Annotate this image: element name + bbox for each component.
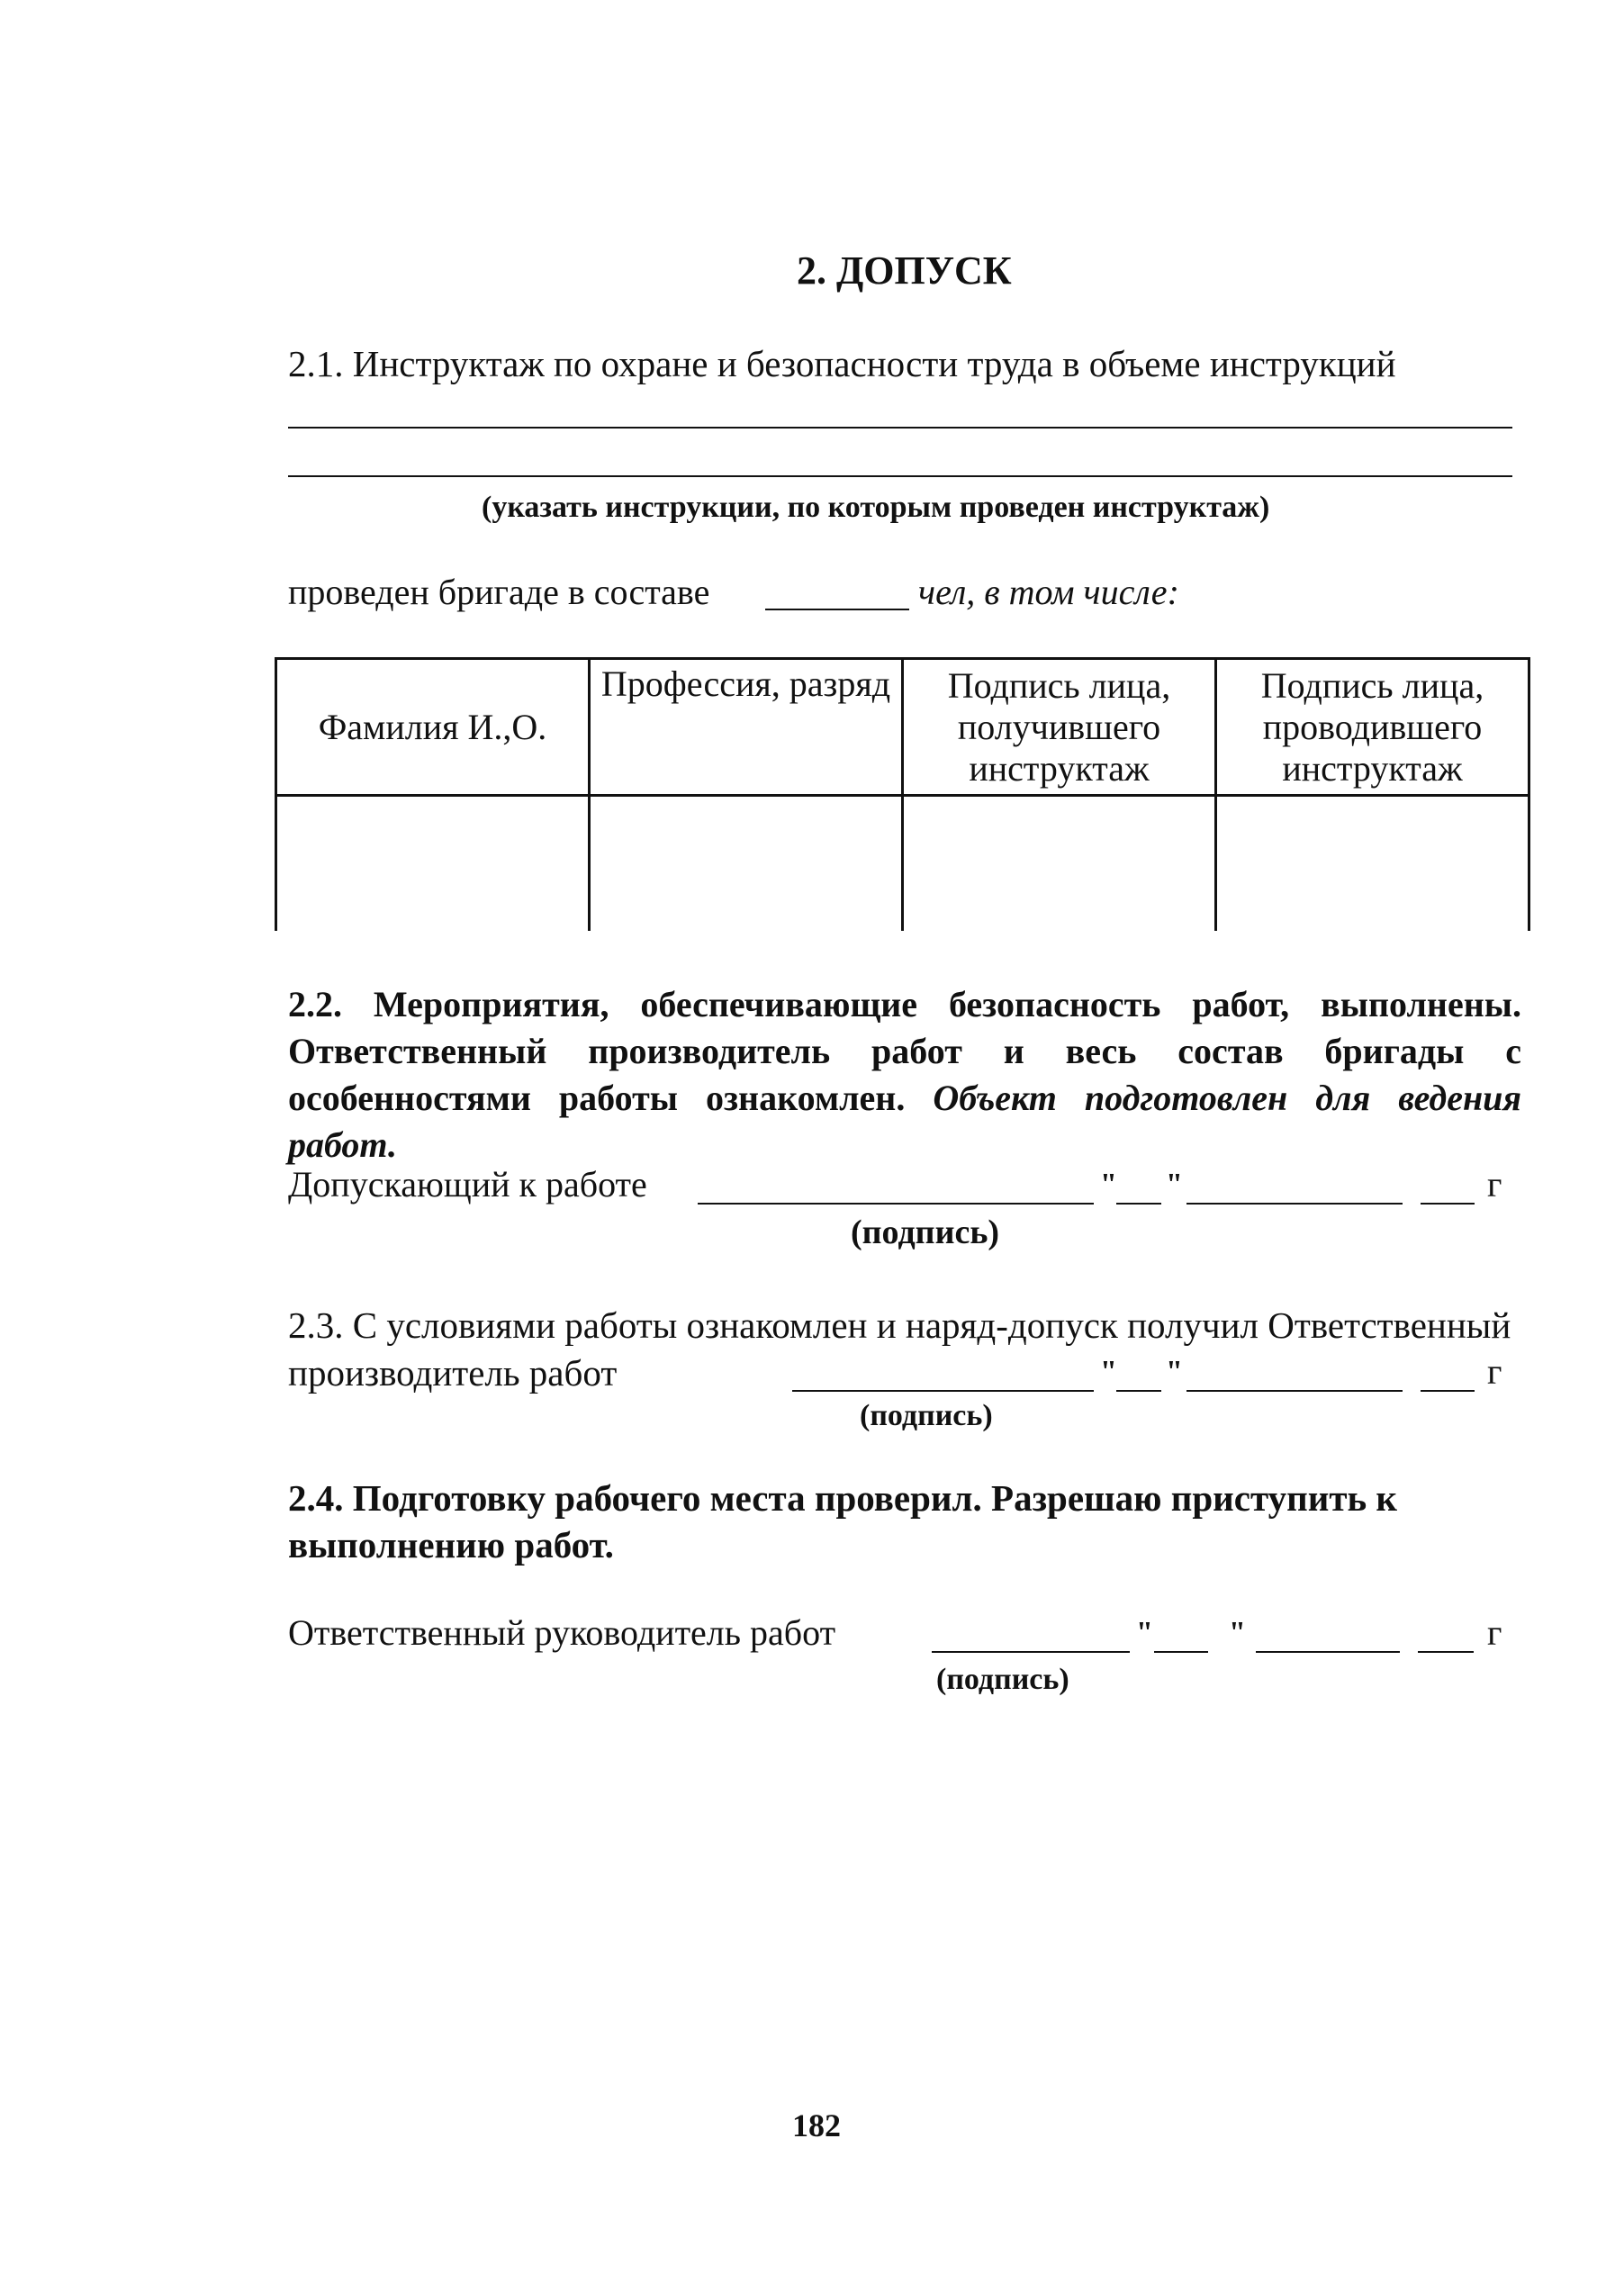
admitter-day-line (1116, 1203, 1161, 1205)
admitter-quote-open: " (1100, 1168, 1117, 1201)
admitter-signature-line (698, 1203, 1094, 1205)
supervisor-day-line (1154, 1651, 1208, 1653)
cell-name (276, 796, 590, 931)
admitter-label: Допускающий к работе (288, 1164, 647, 1205)
table-row (276, 796, 1529, 931)
item-2-3-text: 2.3. С условиями работы ознакомлен и наряд-допуск получил Ответственный производитель работ (288, 1304, 1511, 1394)
instructions-line-1 (288, 427, 1512, 429)
cell-profession (590, 796, 903, 931)
instructions-line-2 (288, 475, 1512, 477)
item-2-3-line-1 (288, 1302, 1521, 1397)
cell-instructor-signature (1216, 796, 1529, 931)
item-2-2-text: 2.2. Мероприятия, обеспечивающие безопасность работ, выполнены. Ответственный производитель работ и весь состав бригады с особенностями работы ознакомлен. (288, 984, 1521, 1118)
section-title: 2. ДОПУСК (797, 248, 1012, 293)
admitter-quote-close: " (1166, 1168, 1183, 1201)
supervisor-sign-hint: (подпись) (936, 1663, 1069, 1696)
header-instructor-signature: Подпись лица, проводившего инструктаж (1216, 659, 1529, 796)
supervisor-year-line (1418, 1651, 1474, 1653)
recipient-sign-hint: (подпись) (860, 1399, 993, 1432)
supervisor-label: Ответственный руководитель работ (288, 1612, 836, 1653)
supervisor-quote-open: " (1136, 1616, 1153, 1649)
recipient-day-line (1116, 1390, 1161, 1392)
header-recipient-signature: Подпись лица, получившего инструктаж (903, 659, 1216, 796)
cell-recipient-signature (903, 796, 1216, 931)
item-2-1-text: 2.1. Инструктаж по охране и безопасности труда в объеме инструкций (288, 343, 1396, 384)
instructions-hint: (указать инструкции, по которым проведен инструктаж) (482, 491, 1270, 524)
recipient-month-line (1186, 1390, 1403, 1392)
item-2-2-paragraph (288, 981, 1521, 1169)
admitter-year-line (1421, 1203, 1475, 1205)
staff-table (275, 657, 1530, 931)
brigade-suffix: чел, в том числе: (918, 572, 1179, 612)
supervisor-year-suffix: г (1487, 1612, 1502, 1653)
admitter-month-line (1186, 1203, 1403, 1205)
admitter-sign-hint: (подпись) (851, 1214, 1000, 1251)
supervisor-quote-close: " (1229, 1616, 1246, 1649)
item-2-4-text: 2.4. Подготовку рабочего места проверил. Разрешаю приступить к выполнению работ. (288, 1477, 1398, 1566)
header-name: Фамилия И.,О. (276, 659, 590, 796)
supervisor-signature-line (932, 1651, 1130, 1653)
page-number: 182 (792, 2107, 841, 2143)
item-2-2-italic: Объект подготовлен для ведения работ. (288, 1078, 1521, 1165)
admitter-year-suffix: г (1487, 1164, 1502, 1205)
supervisor-month-line (1256, 1651, 1400, 1653)
table-header-row (276, 659, 1529, 796)
recipient-quote-close: " (1166, 1355, 1183, 1388)
recipient-year-line (1421, 1390, 1475, 1392)
recipient-signature-line (792, 1390, 1094, 1392)
recipient-quote-open: " (1100, 1355, 1117, 1388)
brigade-count-line (765, 609, 909, 610)
header-profession: Профессия, разряд (590, 659, 903, 796)
brigade-prefix: проведен бригаде в составе (288, 572, 710, 612)
recipient-year-suffix: г (1487, 1351, 1502, 1392)
